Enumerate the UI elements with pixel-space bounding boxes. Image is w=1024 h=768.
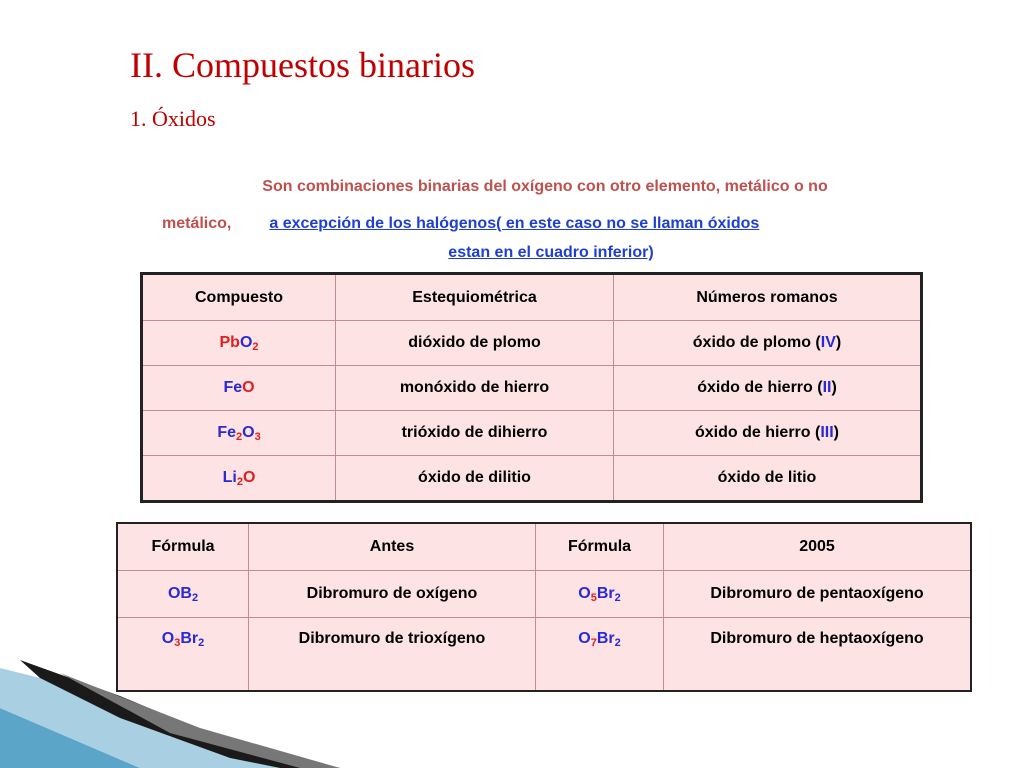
- table-row: [142, 411, 922, 456]
- intro-line-2: [150, 205, 940, 242]
- table-header-row: [142, 274, 922, 321]
- formula-cell: PbO$_2$: [142, 321, 336, 366]
- nuevo-cell: Dibromuro de heptaoxígeno: [664, 618, 972, 692]
- intro-line-1: Son combinaciones binarias del oxígeno con otro elemento, metálico o no: [262, 178, 828, 195]
- romanos-cell: óxido de hierro (III): [614, 411, 922, 456]
- header-antes: Antes: [249, 523, 536, 571]
- intro-halogenos-link[interactable]: a excepción de los halógenos( en este caso no se llaman óxidos: [269, 215, 760, 232]
- decorative-wave-shape: [0, 638, 380, 768]
- formula-cell: $Fe_2O_3$: [142, 411, 336, 456]
- nuevo-cell: Dibromuro de pentaoxígeno: [664, 571, 972, 618]
- romanos-cell: óxido de plomo (IV): [614, 321, 922, 366]
- antes-cell: Dibromuro de oxígeno: [249, 571, 536, 618]
- table-row: [142, 321, 922, 366]
- formula-cell: $O_5Br_2$: [536, 571, 664, 618]
- slide-subtitle: 1. Óxidos: [130, 106, 216, 131]
- header-2005: 2005: [664, 523, 972, 571]
- estequiometrica-cell: óxido de dilitio: [336, 456, 614, 502]
- antes-cell: Dibromuro de trioxígeno: [249, 618, 536, 692]
- intro-text: [150, 168, 940, 264]
- oxidos-table: [140, 272, 923, 503]
- formula-cell: $Li_2O$: [142, 456, 336, 502]
- table-row: [142, 456, 922, 502]
- table-header-row: [117, 523, 971, 571]
- table-row: [142, 366, 922, 411]
- formula-cell: FeO: [142, 366, 336, 411]
- romanos-cell: óxido de litio: [614, 456, 922, 502]
- formula-cell: $O_3Br_2$: [117, 618, 249, 692]
- intro-metalico: metálico,: [162, 215, 232, 232]
- romanos-cell: óxido de hierro (II): [614, 366, 922, 411]
- header-formula-antes: Fórmula: [117, 523, 249, 571]
- slide-title: II. Compuestos binarios: [130, 45, 475, 85]
- formula-cell: $O_7Br_2$: [536, 618, 664, 692]
- table-row: [117, 571, 971, 618]
- estequiometrica-cell: trióxido de dihierro: [336, 411, 614, 456]
- header-romanos: Números romanos: [614, 274, 922, 321]
- header-estequiometrica: Estequiométrica: [336, 274, 614, 321]
- estequiometrica-cell: dióxido de plomo: [336, 321, 614, 366]
- intro-cuadro-link[interactable]: estan en el cuadro inferior): [448, 244, 654, 261]
- estequiometrica-cell: monóxido de hierro: [336, 366, 614, 411]
- header-formula-2005: Fórmula: [536, 523, 664, 571]
- header-compuesto: Compuesto: [142, 274, 336, 321]
- formula-cell: $OB_2$: [117, 571, 249, 618]
